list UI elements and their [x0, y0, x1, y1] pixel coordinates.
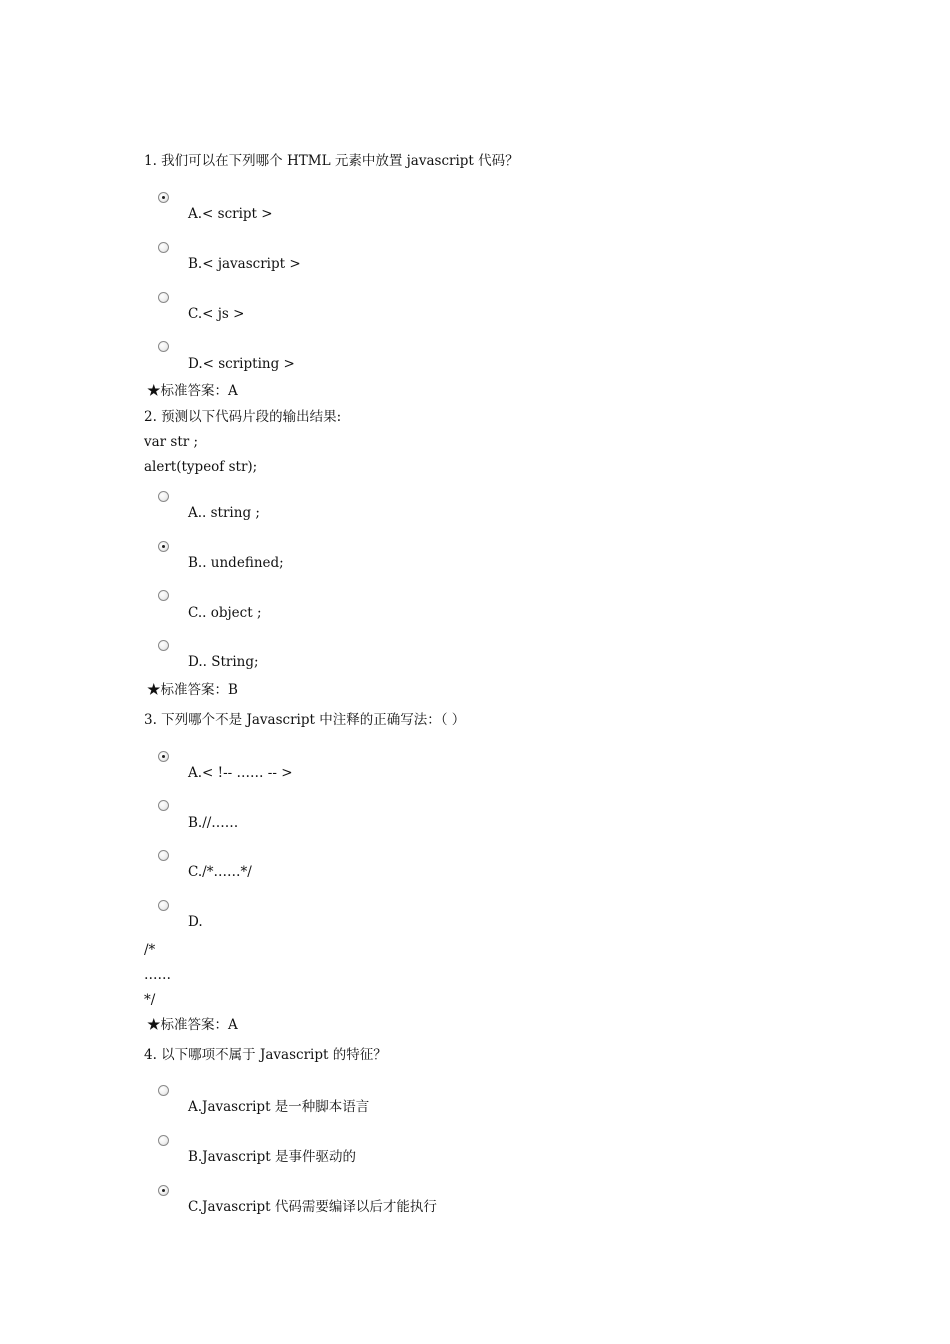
radio-q4-b[interactable] [158, 1135, 169, 1146]
answer-q3: ★标准答案：A [147, 1017, 238, 1033]
option-q1-a-label: A.< script > [188, 206, 273, 222]
option-q4-b-label: B.Javascript 是事件驱动的 [188, 1149, 356, 1165]
radio-q2-a[interactable] [158, 491, 169, 502]
option-q4-c-label: C.Javascript 代码需要编译以后才能执行 [188, 1199, 437, 1215]
question-2-text: 2. 预测以下代码片段的输出结果: [144, 409, 342, 425]
radio-q1-d[interactable] [158, 341, 169, 352]
option-q2-c-label: C.. object ; [188, 605, 262, 621]
radio-q2-c[interactable] [158, 590, 169, 601]
radio-q2-b[interactable] [158, 541, 169, 552]
option-q1-b-label: B.< javascript > [188, 256, 301, 272]
comment-line: /* [144, 942, 156, 958]
option-q1-c-label: C.< js > [188, 306, 245, 322]
option-q2-b-label: B.. undefined; [188, 555, 284, 571]
option-q3-b-label: B.//…… [188, 815, 239, 831]
radio-q3-a[interactable] [158, 751, 169, 762]
question-1-text: 1. 我们可以在下列哪个 HTML 元素中放置 javascript 代码？ [144, 153, 519, 169]
radio-dot [162, 755, 165, 758]
radio-dot [162, 1189, 165, 1192]
radio-q1-a[interactable] [158, 192, 169, 203]
comment-line: */ [144, 992, 156, 1008]
radio-q1-b[interactable] [158, 242, 169, 253]
option-q2-a-label: A.. string ; [188, 505, 260, 521]
option-q3-c-label: C./*……*/ [188, 864, 252, 880]
radio-dot [162, 545, 165, 548]
radio-q3-c[interactable] [158, 850, 169, 861]
option-q1-d-label: D.< scripting > [188, 356, 295, 372]
code-line: var str ; [144, 434, 199, 450]
option-q3-a-label: A.< !-- …… -- > [188, 765, 293, 781]
comment-line: …… [144, 967, 171, 983]
radio-q4-a[interactable] [158, 1085, 169, 1096]
option-q4-a-label: A.Javascript 是一种脚本语言 [188, 1099, 370, 1115]
answer-q2: ★标准答案：B [147, 682, 238, 698]
radio-q1-c[interactable] [158, 292, 169, 303]
radio-q2-d[interactable] [158, 640, 169, 651]
question-4-text: 4. 以下哪项不属于 Javascript 的特征？ [144, 1047, 387, 1063]
radio-dot [162, 196, 165, 199]
answer-q1: ★标准答案：A [147, 383, 238, 399]
radio-q3-b[interactable] [158, 800, 169, 811]
code-line: alert(typeof str); [144, 459, 258, 475]
option-q3-d-label: D. [188, 914, 203, 930]
radio-q3-d[interactable] [158, 900, 169, 911]
radio-q4-c[interactable] [158, 1185, 169, 1196]
option-q2-d-label: D.. String; [188, 654, 259, 670]
question-3-text: 3. 下列哪个不是 Javascript 中注释的正确写法：（ ） [144, 712, 466, 728]
